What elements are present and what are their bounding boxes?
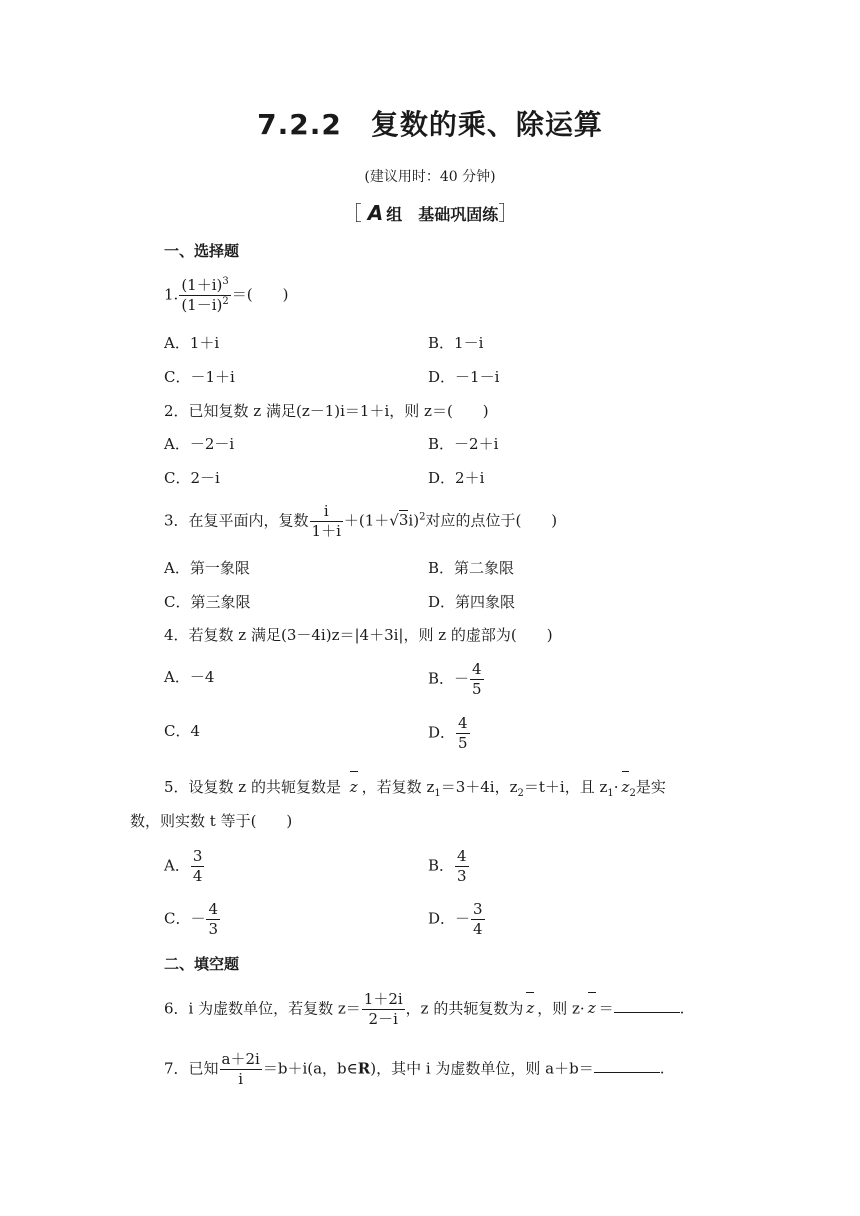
group-bracket-open: ［ xyxy=(341,201,362,225)
q4-d-numerator: 4 xyxy=(458,714,468,732)
q5-b-fraction xyxy=(455,847,469,886)
section-choice-heading: 一、选择题 xyxy=(164,242,240,260)
q5-c-label: C．－ xyxy=(164,909,206,928)
q1-denominator: (1－i) xyxy=(181,295,223,314)
q3-option-c: C．第三象限 xyxy=(164,593,251,611)
q4-b-denominator: 5 xyxy=(472,679,482,698)
q1-tail: ＝( ) xyxy=(231,285,289,304)
q1-numerator: (1＋i) xyxy=(181,276,223,294)
q1-den-exponent: 2 xyxy=(222,295,229,307)
q6-zbar2: z xyxy=(587,999,596,1018)
q5-d-label: D．－ xyxy=(428,909,471,928)
q3-option-a: A．第一象限 xyxy=(164,559,250,577)
question-1-stem xyxy=(164,276,288,315)
q5-a-denominator: 4 xyxy=(192,866,203,885)
q1-option-c: C．－1＋i xyxy=(164,368,235,386)
q5-d-numerator: 3 xyxy=(473,900,483,918)
question-4-stem: 4．若复数 z 满足(3－4i)z＝|4＋3i|，则 z 的虚部为( ) xyxy=(164,626,553,644)
q5-d-denominator: 4 xyxy=(473,919,483,938)
q4-b-label: B．－ xyxy=(428,669,470,688)
q5-zbar: z xyxy=(349,778,358,796)
q3-mid: ＋(1＋ xyxy=(343,511,390,530)
q4-d-denominator: 5 xyxy=(458,733,468,752)
q6-numerator: 1＋2i xyxy=(363,990,403,1008)
q1-number: 1. xyxy=(164,285,179,304)
q6-fraction xyxy=(362,990,405,1029)
q7-reals: R xyxy=(357,1059,371,1078)
q6-mid2: ，则 z· xyxy=(537,999,585,1018)
q4-option-b xyxy=(428,660,485,699)
q2-option-b: B．－2＋i xyxy=(428,435,499,453)
q5-b-label: B． xyxy=(428,856,455,875)
q5-option-b xyxy=(428,847,470,886)
q2-option-a: A．－2－i xyxy=(164,435,235,453)
q6-answer-blank[interactable] xyxy=(614,1000,680,1013)
group-letter: A xyxy=(367,201,384,225)
q5-d-fraction xyxy=(471,900,485,939)
q5-dot: · xyxy=(613,778,619,796)
q5-tail: 是实 xyxy=(635,778,666,796)
q3-fraction xyxy=(310,502,343,541)
q4-b-fraction xyxy=(470,660,484,699)
q4-option-c: C．4 xyxy=(164,722,201,740)
q5-option-a xyxy=(164,847,205,886)
q1-num-exponent: 3 xyxy=(222,276,229,287)
q5-c-denominator: 3 xyxy=(208,919,219,938)
q3-option-d: D．第四象限 xyxy=(428,593,516,611)
q7-mid: ＝b＋i(a，b∈ xyxy=(262,1059,358,1078)
q7-numerator: a＋2i xyxy=(221,1050,260,1068)
group-label: 组 基础巩固练 xyxy=(386,205,499,224)
question-5-stem xyxy=(164,780,666,799)
q6-pre: 6．i 为虚数单位，若复数 z＝ xyxy=(164,999,361,1018)
q5-c-fraction xyxy=(206,900,220,939)
q7-answer-blank[interactable] xyxy=(594,1060,660,1073)
q1-option-a: A．1＋i xyxy=(164,334,220,352)
q2-option-d: D．2＋i xyxy=(428,469,485,487)
question-6-stem xyxy=(164,990,684,1029)
q3-denominator: 1＋i xyxy=(311,521,341,540)
q3-pre: 3．在复平面内，复数 xyxy=(164,511,309,530)
q7-fraction xyxy=(220,1050,262,1089)
q7-denominator: i xyxy=(238,1069,244,1088)
q5-sub3: 1 xyxy=(607,788,614,799)
q7-tail: )，其中 i 为虚数单位，则 a＋b＝ xyxy=(370,1059,594,1078)
q5-a-fraction xyxy=(191,847,205,886)
q3-tail: 对应的点位于( ) xyxy=(425,511,558,530)
q6-zbar: z xyxy=(526,999,535,1018)
q4-option-a: A．－4 xyxy=(164,668,215,686)
q5-a-numerator: 3 xyxy=(192,847,203,865)
q6-end: . xyxy=(679,999,685,1018)
q3-numerator: i xyxy=(310,502,343,522)
q5-b-denominator: 3 xyxy=(457,866,467,885)
q5-sub1: 1 xyxy=(434,788,441,799)
question-7-stem xyxy=(164,1050,665,1089)
q6-mid: ，z 的共轭复数为 xyxy=(405,999,524,1018)
q3-sqrt-arg: 3 xyxy=(398,511,409,530)
q4-option-d xyxy=(428,714,471,753)
q5-option-d xyxy=(428,900,486,939)
question-3-stem xyxy=(164,502,557,541)
q4-d-fraction xyxy=(456,714,470,753)
q3-after: i) xyxy=(408,511,420,530)
q5-c-numerator: 4 xyxy=(208,900,219,918)
q5-a-label: A． xyxy=(164,856,190,875)
question-2-stem: 2．已知复数 z 满足(z－1)i＝1＋i，则 z＝( ) xyxy=(164,402,489,420)
group-bracket-close: ］ xyxy=(498,201,519,225)
q7-end: . xyxy=(659,1059,665,1078)
q5-mid3: ＝t＋i，且 z xyxy=(523,778,608,796)
q5-option-c xyxy=(164,900,221,939)
q5-mid2: ＝3＋4i，z xyxy=(440,778,518,796)
q5-sub2: 2 xyxy=(517,788,524,799)
q5-zbar2: z xyxy=(621,778,630,796)
section-fill-heading: 二、填空题 xyxy=(164,955,240,973)
page-title: 7.2.2 复数的乘、除运算 xyxy=(257,108,603,141)
q6-tail: ＝ xyxy=(598,999,614,1018)
q6-denominator: 2－i xyxy=(368,1009,398,1028)
q1-fraction xyxy=(179,276,230,315)
q1-option-b: B．1－i xyxy=(428,334,484,352)
question-5-line2: 数，则实数 t 等于( ) xyxy=(130,812,293,830)
group-heading xyxy=(0,203,860,223)
q3-exponent: 2 xyxy=(419,511,426,523)
q7-pre: 7．已知 xyxy=(164,1059,219,1078)
q1-option-d: D．－1－i xyxy=(428,368,500,386)
suggested-time: (建议用时：40 分钟) xyxy=(364,169,496,185)
q4-b-numerator: 4 xyxy=(472,660,482,678)
q3-option-b: B．第二象限 xyxy=(428,559,515,577)
q5-mid: ，若复数 z xyxy=(361,778,435,796)
q5-pre: 5．设复数 z 的共轭复数是 xyxy=(164,778,341,796)
q5-sub4: 2 xyxy=(629,788,636,799)
sqrt-icon: √ xyxy=(389,511,399,530)
q5-b-numerator: 4 xyxy=(457,847,467,865)
q2-option-c: C．2－i xyxy=(164,469,220,487)
q4-d-label: D． xyxy=(428,723,456,742)
